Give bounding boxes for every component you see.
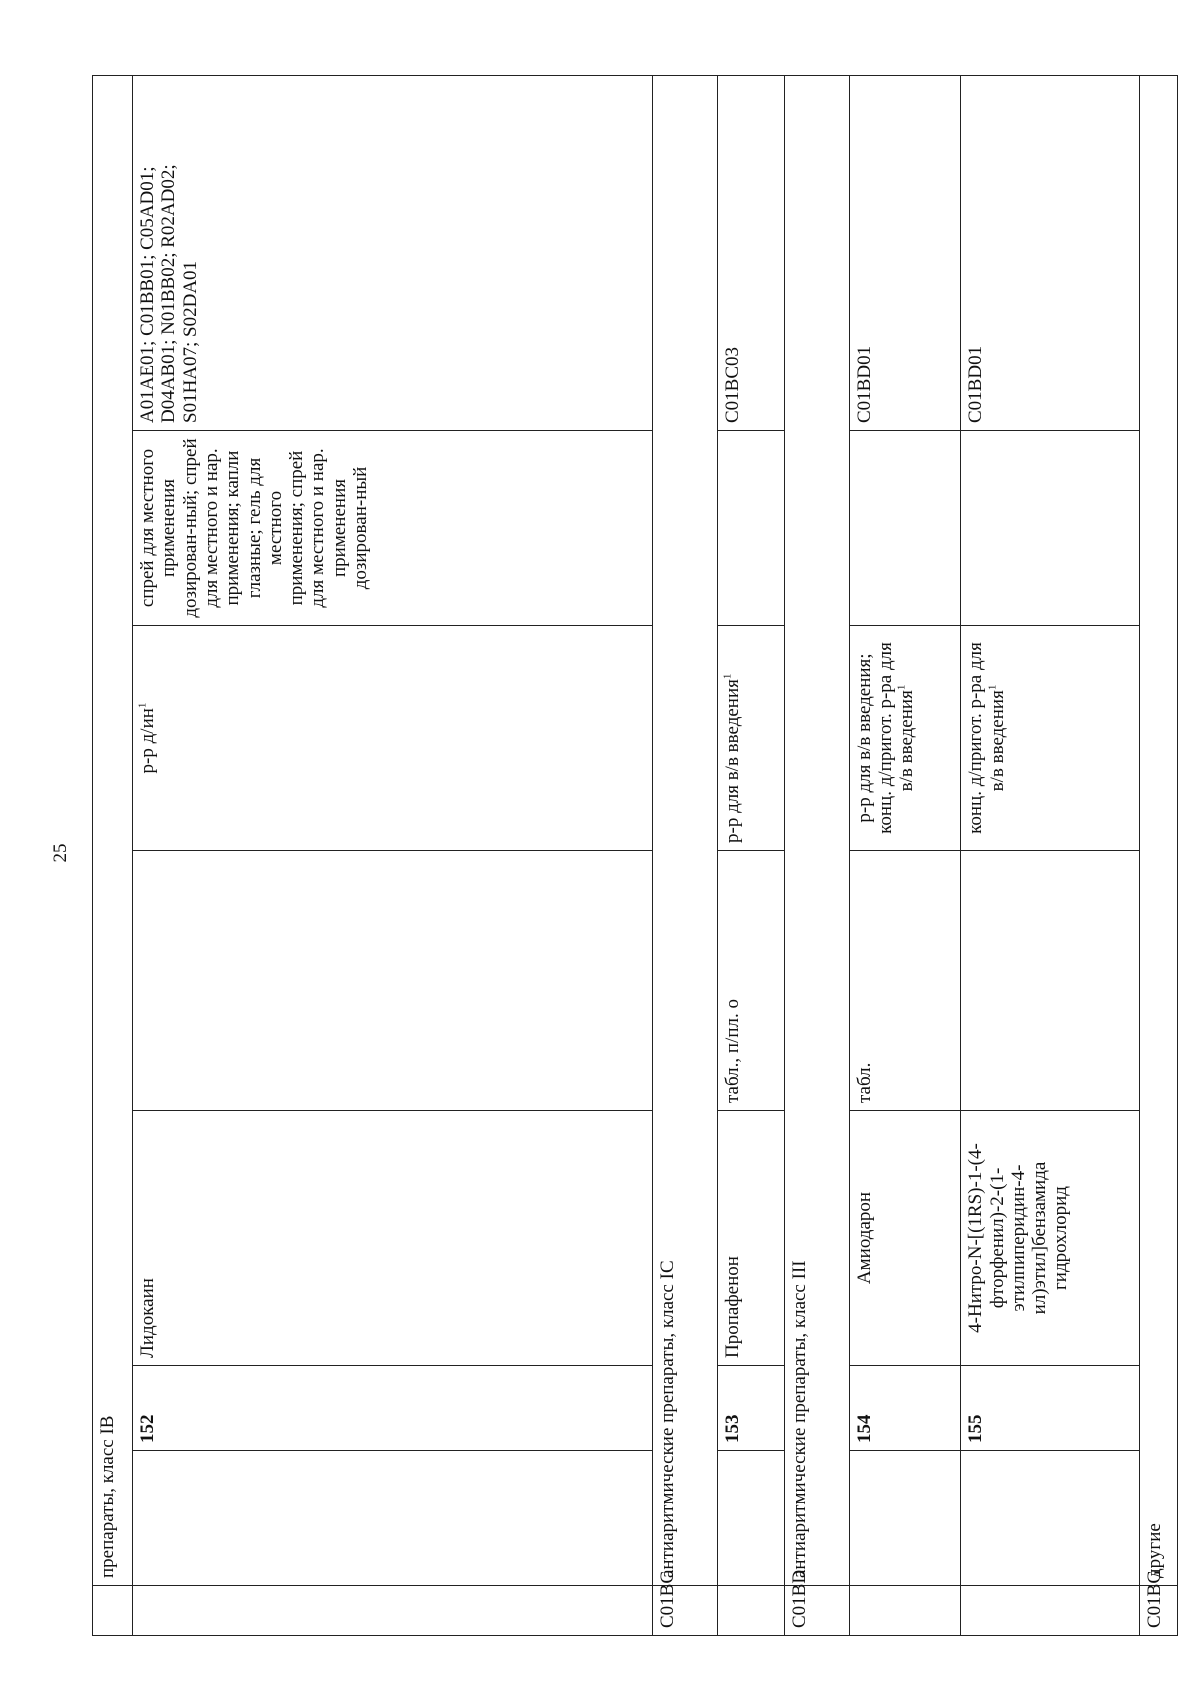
table-row (133, 75, 653, 1635)
group-description (133, 1451, 653, 1586)
drug-name: 4-Нитро-N-[(1RS)-1-(4-фторфенил)-2-(1-этилпиперидин-4-ил)этил]бензамида гидрохлорид (961, 1111, 1140, 1366)
atc-group-code (961, 1586, 1140, 1636)
table-row (849, 75, 961, 1635)
row-number: 155 (961, 1366, 1140, 1451)
dosage-form-1 (133, 851, 653, 1111)
group-description: антиаритмические препараты, класс IC (653, 75, 718, 1585)
drug-name: Пропафенон (718, 1111, 785, 1366)
dosage-form-2: р-р $д/ин^1$ (133, 626, 653, 851)
group-description: другие (1140, 75, 1178, 1585)
atc-code: A01AE01; C01BB01; C05AD01; D04AB01; N01BB02; R02AD02; S01HA07; S02DA01 (133, 75, 653, 430)
atc-group-code: C01BD (785, 1586, 850, 1636)
table-row (961, 75, 1140, 1635)
table-row (785, 75, 850, 1635)
atc-code: C01BC03 (718, 75, 785, 430)
dosage-form-2: конц. д/пригот. р-ра для в/в введения$^1$ (961, 626, 1140, 851)
dosage-form-1 (961, 851, 1140, 1111)
atc-group-code: C01BG (1140, 1586, 1178, 1636)
atc-code: C01BD01 (961, 75, 1140, 430)
dosage-form-3 (718, 431, 785, 626)
group-description: антиаритмические препараты, класс III (785, 75, 850, 1585)
rotated-table-container (92, 76, 1178, 1636)
dosage-form-2: р-р для в/в введения; конц. д/пригот. р-ра для в/в введения$^1$ (849, 626, 961, 851)
table-row (718, 75, 785, 1635)
atc-group-code (718, 1586, 785, 1636)
row-number: 154 (849, 1366, 961, 1451)
drug-table (92, 75, 1178, 1636)
table-row (653, 75, 718, 1635)
drug-name: Амиодарон (849, 1111, 961, 1366)
page-number: 25 (50, 843, 71, 863)
dosage-form-3 (849, 431, 961, 626)
atc-group-code (93, 1586, 133, 1636)
dosage-form-1: табл., п/пл. о (718, 851, 785, 1111)
atc-code: C01BD01 (849, 75, 961, 430)
table-row (93, 75, 133, 1635)
group-description: препараты, класс IB (93, 75, 133, 1585)
atc-group-code: C01BC (653, 1586, 718, 1636)
atc-group-code (849, 1586, 961, 1636)
dosage-form-3 (961, 431, 1140, 626)
table-row (1140, 75, 1178, 1635)
dosage-form-2: р-р для в/в введения$^1$ (718, 626, 785, 851)
dosage-form-3: спрей для местного применения дозирован-ный; спрей для местного и нар. применения; капли глазные; гель для местного применения; спрей для местного и нар. применения дозирован-ный (133, 431, 653, 626)
atc-group-code (133, 1586, 653, 1636)
group-description (961, 1451, 1140, 1586)
row-number: 152 (133, 1366, 653, 1451)
group-description (718, 1451, 785, 1586)
dosage-form-1: табл. (849, 851, 961, 1111)
drug-name: Лидокаин (133, 1111, 653, 1366)
row-number: 153 (718, 1366, 785, 1451)
group-description (849, 1451, 961, 1586)
